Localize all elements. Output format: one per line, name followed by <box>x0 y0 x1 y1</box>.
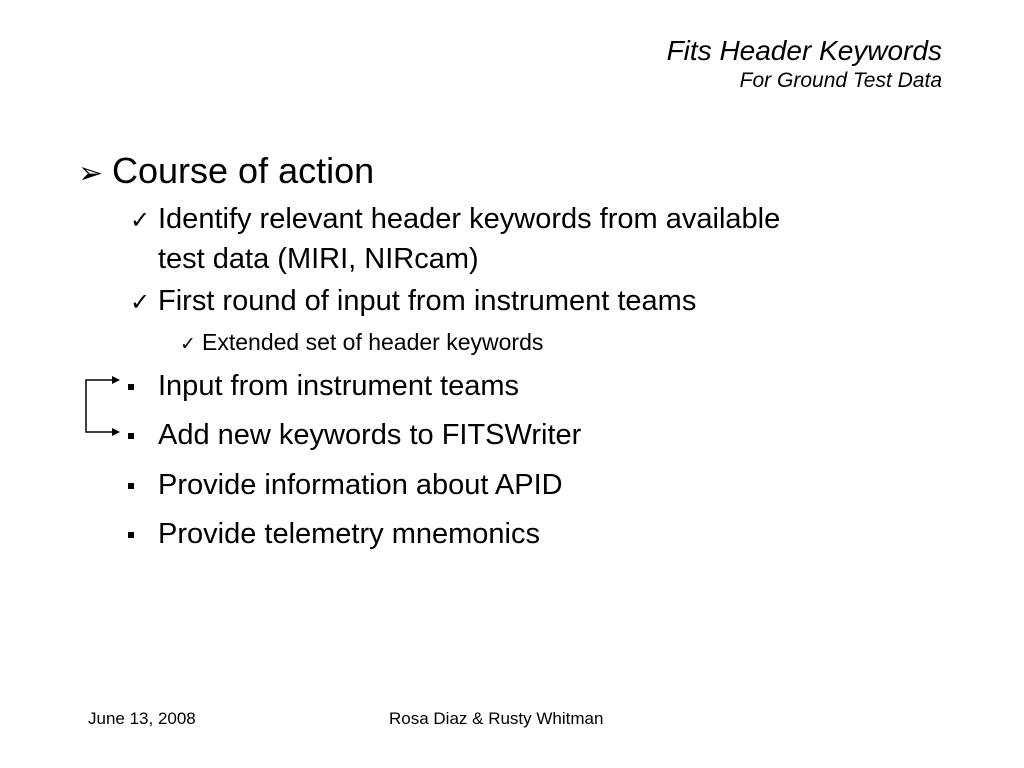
check-item <box>130 282 696 322</box>
list-item: Add new keywords to FITSWriter <box>158 419 582 451</box>
footer-authors: Rosa Diaz & Rusty Whitman <box>389 709 604 728</box>
checkmark-icon: ✓ <box>130 207 151 234</box>
square-bullet-icon <box>128 532 134 538</box>
sub-check-item <box>180 327 543 360</box>
section-heading <box>78 150 374 195</box>
check-item-text: Identify relevant header keywords from available <box>158 203 781 235</box>
checkmark-icon: ✓ <box>180 334 196 355</box>
arrowhead-bullet-icon: ➢ <box>78 157 104 190</box>
check-item-text-continued: test data (MIRI, NIRcam) <box>158 243 479 275</box>
list-item: Provide information about APID <box>158 469 563 501</box>
square-bullet-icon <box>128 483 134 489</box>
slide-title-block <box>667 34 942 94</box>
check-item <box>130 200 780 278</box>
list-item: Input from instrument teams <box>158 370 520 402</box>
slide-subtitle: For Ground Test Data <box>739 69 942 92</box>
slide-title: Fits Header Keywords <box>666 35 942 66</box>
sub-check-item-text: Extended set of header keywords <box>202 329 544 355</box>
checkmark-icon: ✓ <box>130 289 151 316</box>
list-item: Provide telemetry mnemonics <box>158 518 540 550</box>
footer-date: June 13, 2008 <box>88 709 196 728</box>
check-item-text: First round of input from instrument teams <box>158 285 697 317</box>
bracket-arrow-icon <box>80 370 128 442</box>
section-heading-text: Course of action <box>112 150 375 191</box>
square-bullet-icon <box>128 384 134 390</box>
square-bullet-icon <box>128 433 134 439</box>
